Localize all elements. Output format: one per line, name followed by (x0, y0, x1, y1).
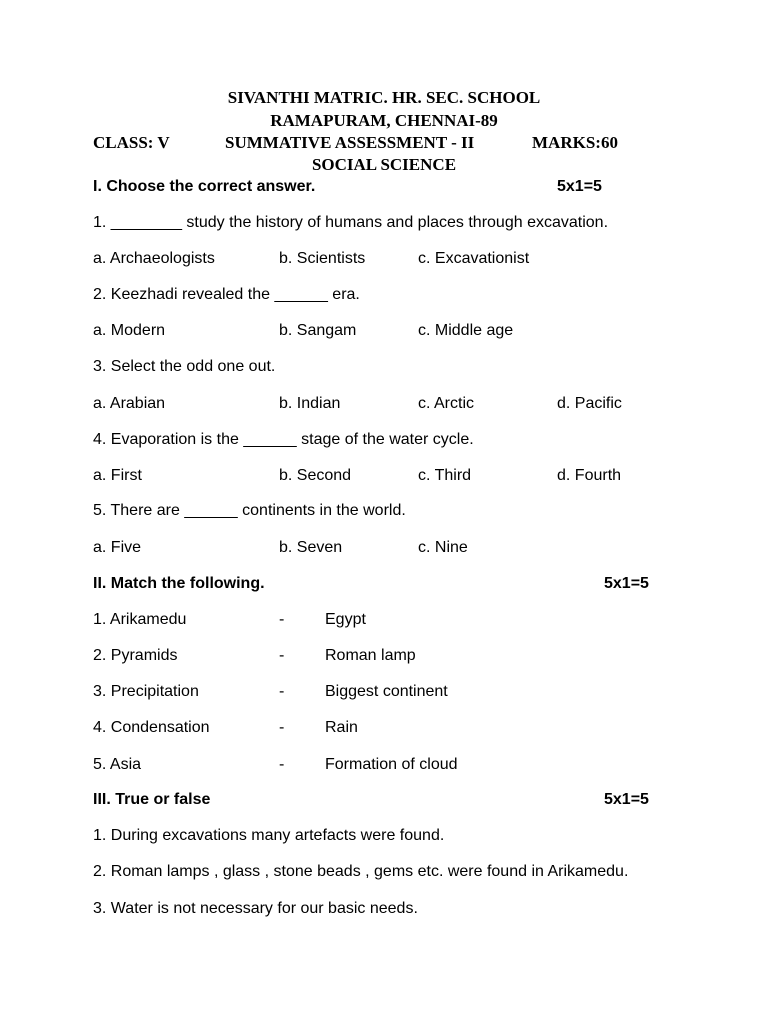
exam-title: SUMMATIVE ASSESSMENT - II (225, 133, 475, 152)
option-a: a. Modern (93, 322, 166, 339)
section-2-title: II. Match the following. (93, 575, 265, 592)
option-c: c. Third (418, 467, 472, 484)
option-c: c. Nine (418, 539, 468, 556)
option-d: d. Pacific (557, 395, 622, 412)
option-c: c. Excavationist (418, 250, 530, 267)
marks-label: MARKS:60 (532, 133, 618, 152)
option-c: c. Arctic (418, 395, 475, 412)
statement: 1. During excavations many artefacts were found. (93, 827, 445, 844)
match-right: Formation of cloud (325, 756, 458, 773)
option-c: c. Middle age (418, 322, 514, 339)
match-separator: - (279, 683, 285, 700)
match-left: 1. Arikamedu (93, 611, 187, 628)
match-right: Roman lamp (325, 647, 416, 664)
class-label: CLASS: V (93, 133, 170, 152)
option-a: a. Arabian (93, 395, 166, 412)
match-left: 4. Condensation (93, 719, 210, 736)
option-b: b. Seven (279, 539, 343, 556)
option-b: b. Indian (279, 395, 341, 412)
section-1-marks: 5x1=5 (557, 178, 602, 195)
question-text: 1. ________ study the history of humans and places through excavation. (93, 214, 609, 231)
match-left: 5. Asia (93, 756, 142, 773)
match-separator: - (279, 756, 285, 773)
option-b: b. Sangam (279, 322, 357, 339)
section-2-marks: 5x1=5 (604, 575, 649, 592)
statement: 2. Roman lamps , glass , stone beads , gems etc. were found in Arikamedu. (93, 863, 629, 880)
option-d: d. Fourth (557, 467, 622, 484)
match-separator: - (279, 719, 285, 736)
match-separator: - (279, 647, 285, 664)
question-text: 2. Keezhadi revealed the ______ era. (93, 286, 360, 303)
option-b: b. Second (279, 467, 352, 484)
question-text: 4. Evaporation is the ______ stage of the water cycle. (93, 431, 474, 448)
option-a: a. Archaeologists (93, 250, 215, 267)
option-b: b. Scientists (279, 250, 366, 267)
match-right: Rain (325, 719, 358, 736)
school-address: RAMAPURAM, CHENNAI-89 (270, 111, 498, 130)
option-a: a. First (93, 467, 142, 484)
subject-title: SOCIAL SCIENCE (311, 155, 457, 174)
section-3-title: III. True or false (93, 791, 211, 808)
statement: 3. Water is not necessary for our basic needs. (93, 900, 418, 917)
match-right: Egypt (325, 611, 366, 628)
match-left: 2. Pyramids (93, 647, 178, 664)
question-text: 5. There are ______ continents in the world. (93, 502, 406, 519)
option-a: a. Five (93, 539, 142, 556)
match-separator: - (279, 611, 285, 628)
match-right: Biggest continent (325, 683, 448, 700)
match-left: 3. Precipitation (93, 683, 199, 700)
section-3-marks: 5x1=5 (604, 791, 649, 808)
school-name: SIVANTHI MATRIC. HR. SEC. SCHOOL (227, 88, 541, 107)
section-1-title: I. Choose the correct answer. (93, 178, 316, 195)
question-text: 3. Select the odd one out. (93, 358, 276, 375)
